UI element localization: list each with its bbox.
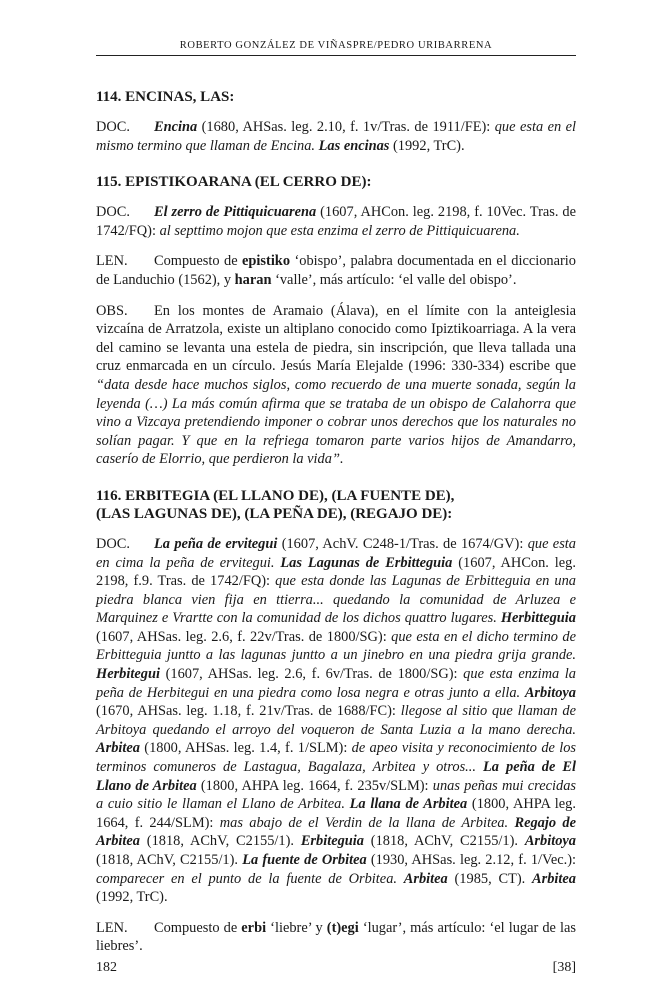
entry-116-len: LEN. Compuesto de erbi ‘liebre’ y (t)egi ‘lugar’, más artículo: ‘el lugar de las liebres’. xyxy=(96,919,576,955)
bracket-page-number: [38] xyxy=(552,960,576,975)
obs-label: OBS. xyxy=(96,302,128,319)
entry-115-obs: OBS. En los montes de Aramaio (Álava), en el límite con la anteiglesia vizcaína de Arratzola, existe un altiplano conocido como Ipiztikoarriaga. A la vera del camino se levanta una estela de piedra, sin inscripción, que lleva tallada una cruz enmarcada en un círculo. Jesús María Elejalde (1996: 330-334) escribe que “data desde hace muchos siglos, como recuerdo de una muerte sonada, según la leyenda (…) La más común afirma que se trataba de un obispo de Calahorra que vino a Vizcaya pretendiendo imponer o cobrar unos derechos que los naturales no solían pagar. Y que en la refriega tomaron parte varios hijos de Amandarro, caserío de Elorrio, que perdieron la vida”. xyxy=(96,302,576,468)
entry-116-doc: DOC. La peña de ervitegui (1607, AchV. C248-1/Tras. de 1674/GV): que esta en cima la peña de ervitegui. Las Lagunas de Erbitteguia (1607, AHCon. leg. 2198, f.9. Tras. de 1742/FQ): que esta donde las Lagunas de Erbitteguia en una piedra blanca vien fija en ttierra... quedando la comunidad de Arluzea e Marquinez e Vrartte con la comunidad de los dichos quattro lugares. Herbitteguia (1607, AHSas. leg. 2.6, f. 22v/Tras. de 1800/SG): que esta en el dicho termino de Erbitteguia juntto a las lagunas juntto a un jinebro en una piedra grija grande. Herbitegui (1607, AHSas. leg. 2.6, f. 6v/Tras. de 1800/SG): que esta enzima la peña de Herbitegui en una piedra como losa negra e otras junto a ella. Arbitoya (1670, AHSas. leg. 1.18, f. 21v/Tras. de 1688/FC): llegose al sitio que llaman de Arbitoya quedando el arroyo del voqueron de Santa Luzia a la mano derecha. Arbitea (1800, AHSas. leg. 1.4, f. 1/SLM): de apeo visita y reconocimiento de los terminos comuneros de Lastagua, Bagalaza, Arbitea y otros... La peña de El Llano de Arbitea (1800, AHPA leg. 1664, f. 235v/SLM): unas peñas mui crecidas a cuio sitio le llaman el Llano de Arbitea. La llana de Arbitea (1800, AHPA leg. 1664, f. 244/SLM): mas abajo de el Verdin de la llana de Arbitea. Regajo de Arbitea (1818, AChV, C2155/1). Erbiteguia (1818, AChV, C2155/1). Arbitoya (1818, AChV, C2155/1). La fuente de Orbitea (1930, AHSas. leg. 2.12, f. 1/Vec.): comparecer en el punto de la fuente de Orbitea. Arbitea (1985, CT). Arbitea (1992, TrC). xyxy=(96,535,577,906)
entry-114-title: 114. ENCINAS, LAS: xyxy=(96,89,235,105)
page-number: 182 xyxy=(96,960,117,975)
entry-114-doc: DOC. Encina (1680, AHSas. leg. 2.10, f. 1v/Tras. de 1911/FE): que esta en el mismo termino que llaman de Encina. Las encinas (1992, TrC). xyxy=(96,119,576,154)
entry-116-title: 116. ERBITEGIA (EL LLANO DE), (LA FUENTE DE), (LAS LAGUNAS DE), (LA PEÑA DE), (REGAJO DE): xyxy=(96,487,455,522)
doc-label: DOC. xyxy=(96,204,130,221)
running-head: ROBERTO GONZÁLEZ DE VIÑASPRE/PEDRO URIBARRENA xyxy=(96,40,576,56)
doc-label: DOC. xyxy=(96,535,130,552)
doc-label: DOC. xyxy=(96,119,130,135)
page-footer xyxy=(96,960,576,976)
page-body xyxy=(96,0,576,956)
entry-115-doc: DOC. El zerro de Pittiquicuarena (1607, AHCon. leg. 2198, f. 10Vec. Tras. de 1742/FQ): al septtimo mojon que esta enzima el zerro de Pittiquicuarena. xyxy=(96,204,576,239)
len-label: LEN. xyxy=(96,919,128,936)
len-label: LEN. xyxy=(96,253,128,270)
entry-115-len: LEN. Compuesto de epistiko ‘obispo’, palabra documentada en el diccionario de Landuchio (1562), y haran ‘valle’, más artículo: ‘el valle del obispo’. xyxy=(96,253,576,288)
entry-115-title: 115. EPISTIKOARANA (EL CERRO DE): xyxy=(96,174,372,191)
